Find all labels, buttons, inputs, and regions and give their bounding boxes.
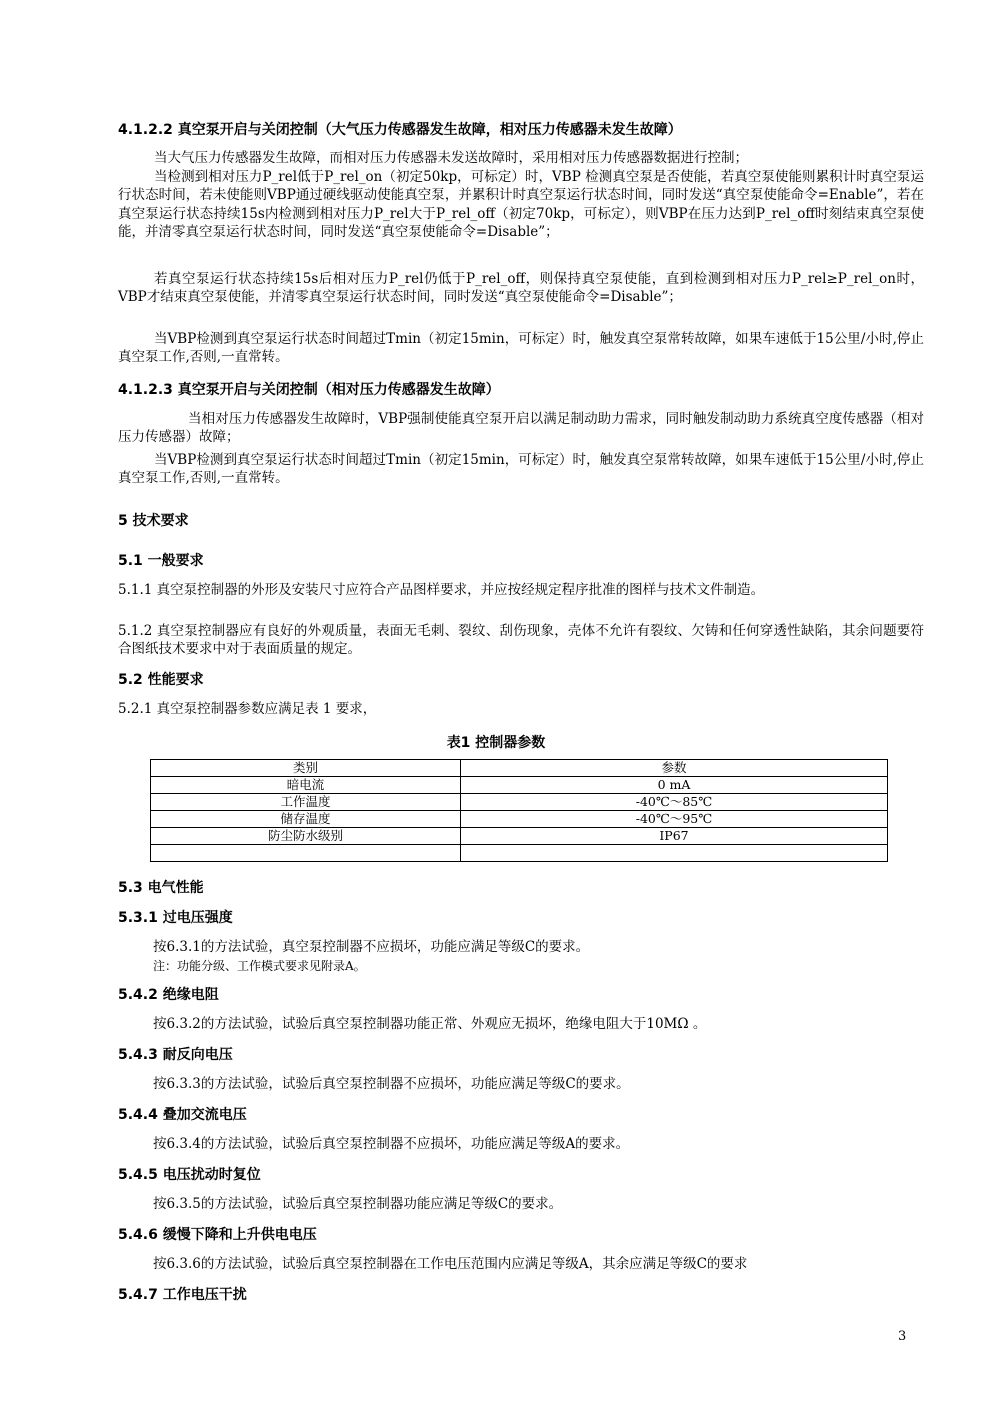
table-row [151, 845, 888, 862]
section-5-4-3-para: 按6.3.3的方法试验，试验后真空泵控制器不应损坏，功能应满足等级C的要求。 [153, 1076, 630, 1092]
section-4-1-2-3-heading: 4.1.2.3 真空泵开启与关闭控制（相对压力传感器发生故障） [118, 382, 500, 398]
section-5-4-6-para: 按6.3.6的方法试验，试验后真空泵控制器在工作电压范围内应满足等级A，其余应满足等级C的要求 [153, 1256, 748, 1272]
table-header-row [151, 760, 888, 777]
section-5-4-3-heading: 5.4.3 耐反向电压 [118, 1047, 233, 1063]
section-4-1-2-3-para-2: 当VBP检测到真空泵运行状态时间超过Tmin（初定15min，可标定）时，触发真空泵常转故障，如果车速低于15公里/小时,停止真空泵工作,否则,一直常转。 [118, 452, 924, 487]
section-4-1-2-2-para-2: 当检测到相对压力P_rel低于P_rel_on（初定50kp，可标定）时，VBP 检测真空泵是否使能，若真空泵使能则累积计时真空泵运行状态时间，若未使能则VBP通过硬线驱动使能真空泵，并累积计时真空泵运行状态时间，同时发送“真空泵使能命令=Enable”，若在真空泵运行状态持续15s内检测到相对压力P_rel大于P_rel_off（初定70kp，可标定），则VBP在压力达到P_rel_off时刻结束真空泵使能，并清零真空泵运行状态时间，同时发送“真空泵使能命令=Disable”； [118, 169, 924, 240]
table-cell: IP67 [461, 828, 888, 845]
table-cell: 工作温度 [151, 794, 461, 811]
section-4-1-2-2-para-3: 若真空泵运行状态持续15s后相对压力P_rel仍低于P_rel_off，则保持真空泵使能，直到检测到相对压力P_rel≥P_rel_on时，VBP才结束真空泵使能，并清零真空泵运行状态时间，同时发送“真空泵使能命令=Disable”； [118, 271, 924, 306]
table-row [151, 777, 888, 794]
table-cell: 0 mA [461, 777, 888, 794]
section-5-1-2-para: 5.1.2 真空泵控制器应有良好的外观质量，表面无毛刺、裂纹、刮伤现象，壳体不允许有裂纹、欠铸和任何穿透性缺陷，其余问题要符合图纸技术要求中对于表面质量的规定。 [118, 623, 924, 658]
section-5-1-1-para: 5.1.1 真空泵控制器的外形及安装尺寸应符合产品图样要求，并应按经规定程序批准的图样与技术文件制造。 [118, 582, 765, 598]
table-row [151, 794, 888, 811]
section-5-4-2-para: 按6.3.2的方法试验，试验后真空泵控制器功能正常、外观应无损坏，绝缘电阻大于10MΩ 。 [153, 1016, 707, 1032]
section-5-3-1-para: 按6.3.1的方法试验，真空泵控制器不应损坏，功能应满足等级C的要求。 [153, 939, 590, 955]
section-5-3-heading: 5.3 电气性能 [118, 880, 204, 896]
section-4-1-2-3-para-1: 当相对压力传感器发生故障时，VBP强制使能真空泵开启以满足制动助力需求，同时触发制动助力系统真空度传感器（相对压力传感器）故障； [118, 411, 924, 446]
section-5-4-4-heading: 5.4.4 叠加交流电压 [118, 1107, 247, 1123]
table-row [151, 811, 888, 828]
table-cell: 储存温度 [151, 811, 461, 828]
section-4-1-2-2-heading: 4.1.2.2 真空泵开启与关闭控制（大气压力传感器发生故障，相对压力传感器未发生故障） [118, 122, 682, 138]
section-5-3-1-note: 注：功能分级、工作模式要求见附录A。 [153, 959, 366, 973]
table-cell: 暗电流 [151, 777, 461, 794]
section-5-4-6-heading: 5.4.6 缓慢下降和上升供电电压 [118, 1227, 317, 1243]
section-5-4-4-para: 按6.3.4的方法试验，试验后真空泵控制器不应损坏，功能应满足等级A的要求。 [153, 1136, 630, 1152]
page-number: 3 [898, 1329, 907, 1344]
table-header-category: 类别 [151, 760, 461, 777]
controller-params-table [150, 759, 888, 862]
section-5-4-7-heading: 5.4.7 工作电压干扰 [118, 1287, 247, 1303]
section-4-1-2-2-para-4: 当VBP检测到真空泵运行状态时间超过Tmin（初定15min，可标定）时，触发真空泵常转故障，如果车速低于15公里/小时,停止真空泵工作,否则,一直常转。 [118, 331, 924, 366]
table-cell: 防尘防水级别 [151, 828, 461, 845]
table-cell [151, 845, 461, 862]
section-5-4-2-heading: 5.4.2 绝缘电阻 [118, 987, 219, 1003]
table-cell: -40℃～85℃ [461, 794, 888, 811]
table-header-parameter: 参数 [461, 760, 888, 777]
table-cell [461, 845, 888, 862]
section-4-1-2-2-para-1: 当大气压力传感器发生故障，而相对压力传感器未发送故障时，采用相对压力传感器数据进行控制； [154, 150, 748, 166]
section-5-heading: 5 技术要求 [118, 513, 189, 529]
table-row [151, 828, 888, 845]
table-cell: -40℃～95℃ [461, 811, 888, 828]
section-5-3-1-heading: 5.3.1 过电压强度 [118, 910, 233, 926]
section-5-4-5-para: 按6.3.5的方法试验，试验后真空泵控制器功能应满足等级C的要求。 [153, 1196, 563, 1212]
section-5-4-5-heading: 5.4.5 电压扰动时复位 [118, 1167, 261, 1183]
section-5-2-heading: 5.2 性能要求 [118, 672, 204, 688]
section-5-2-1-para: 5.2.1 真空泵控制器参数应满足表 1 要求， [118, 701, 377, 717]
table-1-caption: 表1 控制器参数 [446, 735, 546, 751]
section-5-1-heading: 5.1 一般要求 [118, 553, 204, 569]
